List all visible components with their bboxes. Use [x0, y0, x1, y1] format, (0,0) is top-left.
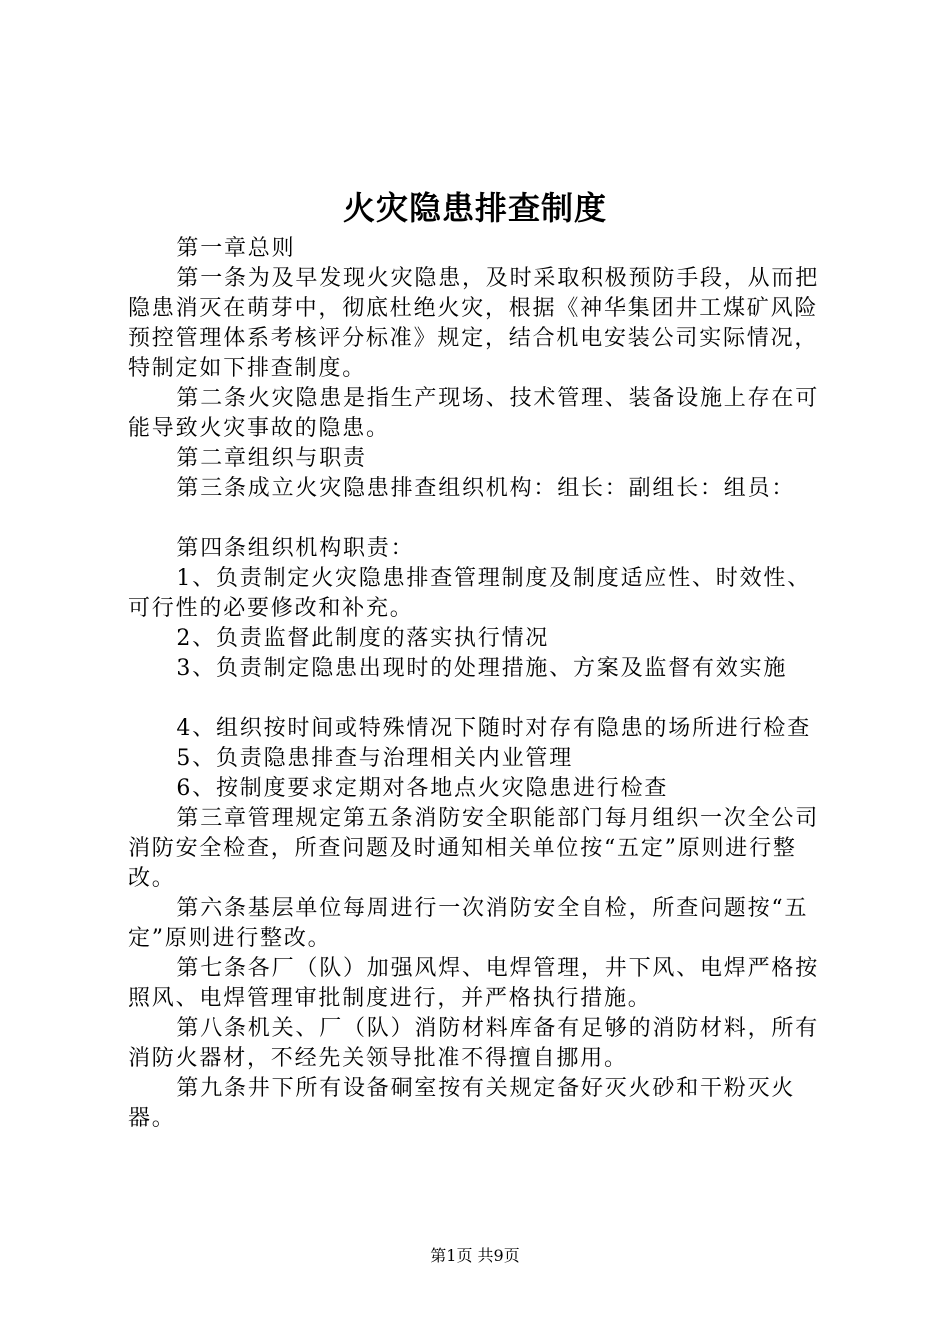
chapter-2-heading: 第二章组织与职责: [176, 446, 367, 471]
duty-item-4: 4、组织按时间或特殊情况下随时对存有隐患的场所进行检查: [176, 716, 811, 741]
chapter-3-article-5: 第三章管理规定第五条消防安全职能部门每月组织一次全公司消防安全检查，所查问题及时通知相关单位按“五定”原则进行整改。: [128, 806, 819, 891]
article-8: 第八条机关、厂（队）消防材料库备有足够的消防材料，所有消防火器材，不经先关领导批准不得擅自挪用。: [128, 1016, 819, 1071]
document-title: 火灾隐患排查制度: [342, 189, 607, 227]
article-6: 第六条基层单位每周进行一次消防安全自检，所查问题按“五定”原则进行整改。: [128, 896, 809, 951]
duty-item-3: 3、负责制定隐患出现时的处理措施、方案及监督有效实施: [176, 656, 788, 681]
chapter-1-heading: 第一章总则: [176, 236, 296, 261]
article-7: 第七条各厂（队）加强风焊、电焊管理，井下风、电焊严格按照风、电焊管理审批制度进行，并严格执行措施。: [128, 956, 819, 1011]
duty-item-6: 6、按制度要求定期对各地点火灾隐患进行检查: [176, 776, 669, 801]
duty-item-1: 1、负责制定火灾隐患排查管理制度及制度适应性、时效性、可行性的必要修改和补充。: [128, 566, 811, 621]
article-2: 第二条火灾隐患是指生产现场、技术管理、装备设施上存在可能导致火灾事故的隐患。: [128, 386, 819, 441]
article-4: 第四条组织机构职责：: [176, 536, 415, 561]
page-number-footer: 第1页 共9页: [430, 1246, 520, 1265]
article-1: 第一条为及早发现火灾隐患，及时采取积极预防手段，从而把隐患消灭在萌芽中，彻底杜绝火灾，根据《神华集团井工煤矿风险预控管理体系考核评分标准》规定，结合机电安装公司实际情况，特制定如下排查制度。: [128, 266, 819, 381]
document-body: [128, 234, 832, 1134]
duty-item-2: 2、负责监督此制度的落实执行情况: [176, 626, 550, 651]
duty-item-5: 5、负责隐患排查与治理相关内业管理: [176, 746, 573, 771]
article-3: 第三条成立火灾隐患排查组织机构：组长：副组长：组员：: [176, 476, 796, 501]
article-9: 第九条井下所有设备硐室按有关规定备好灭火砂和干粉灭火器。: [128, 1076, 796, 1131]
